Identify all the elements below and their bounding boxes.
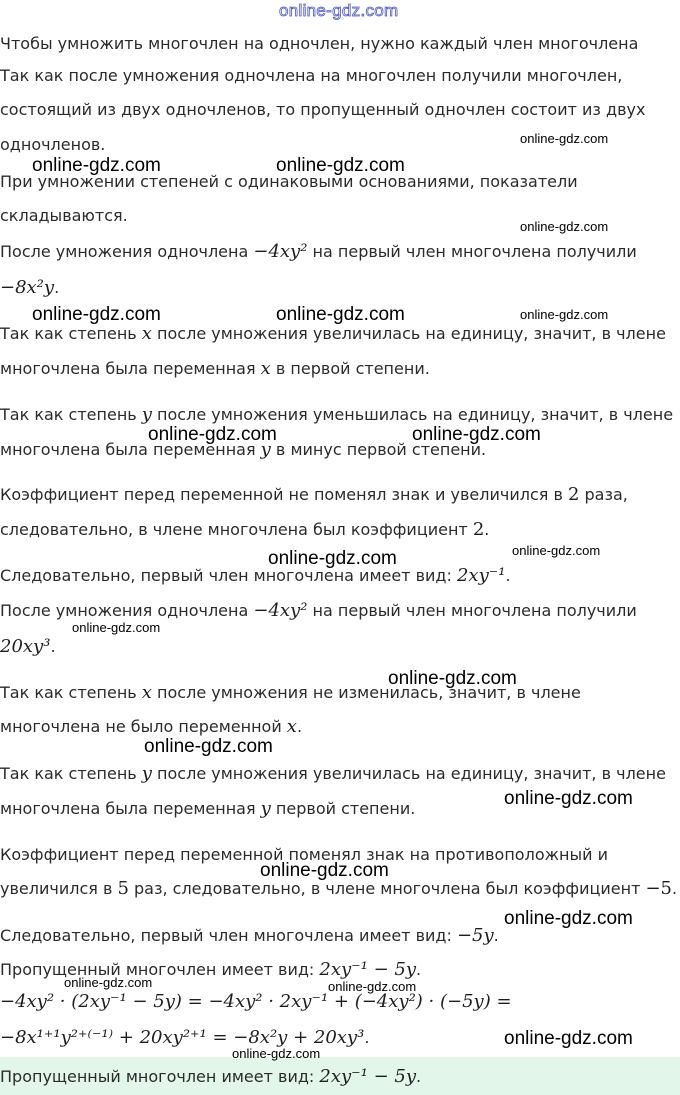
watermark: online-gdz.com xyxy=(388,668,517,689)
math-expression: 5 xyxy=(117,878,129,899)
watermark: online-gdz.com xyxy=(276,155,405,176)
watermark: online-gdz.com xyxy=(148,424,277,445)
math-expression: −5y xyxy=(456,925,494,946)
solution-line: После умножения одночлена −4xy² на первый член многочлена получили xyxy=(0,600,637,621)
math-expression: −5 xyxy=(645,878,673,899)
watermark: online-gdz.com xyxy=(412,424,541,445)
solution-line: одночленов. xyxy=(0,135,106,154)
math-expression: 2 xyxy=(567,484,580,505)
watermark: online-gdz.com xyxy=(64,975,153,990)
equation-line xyxy=(0,992,680,1012)
solution-line: увеличился в 5 раз, следовательно, в члене многочлена был коэффициент −5. xyxy=(0,878,678,899)
solution-line: Так как после умножения одночлена на многочлен получили многочлен, xyxy=(0,66,623,85)
watermark: online-gdz.com xyxy=(504,788,633,809)
math-expression: x xyxy=(141,682,152,703)
solution-line: Следовательно, первый член многочлена имеет вид: −5y. xyxy=(0,925,499,946)
watermark: online-gdz.com xyxy=(520,131,609,146)
solution-line: Коэффициент перед переменной не поменял знак и увеличился в 2 раза, xyxy=(0,484,628,505)
solution-line: Так как степень x после умножения не изменилась, значит, в члене xyxy=(0,682,581,703)
solution-line: многочлена была переменная y в минус первой степени. xyxy=(0,439,487,460)
solution-line: −8x²y. xyxy=(0,277,60,298)
solution-line: многочлена была переменная y первой степени. xyxy=(0,798,416,819)
solution-line: Так как степень y после умножения уменьшилась на единицу, значит, в члене xyxy=(0,404,674,425)
watermark: online-gdz.com xyxy=(268,548,397,569)
answer-line: Пропущенный многочлен имеет вид: 2xy⁻¹ − 5y. xyxy=(0,1066,422,1087)
watermark-top: online-gdz.com xyxy=(279,1,399,20)
solution-line: следовательно, в члене многочлена был коэффициент 2. xyxy=(0,519,490,540)
solution-line: Коэффициент перед переменной поменял знак на противоположный и xyxy=(0,845,608,864)
math-expression: y xyxy=(141,404,152,425)
solution-line: многочлена была переменная x в первой степени. xyxy=(0,358,430,379)
watermark: online-gdz.com xyxy=(276,304,405,325)
watermark: online-gdz.com xyxy=(232,1046,321,1061)
math-expression: x xyxy=(260,358,271,379)
watermark: online-gdz.com xyxy=(504,908,633,929)
math-expression: y xyxy=(141,763,152,784)
math-expression: 2xy⁻¹ − 5y xyxy=(319,959,417,980)
watermark: online-gdz.com xyxy=(520,219,609,234)
watermark: online-gdz.com xyxy=(504,1028,633,1049)
math-expression: y xyxy=(260,798,271,819)
solution-line: многочлена не было переменной x. xyxy=(0,716,303,737)
math-expression: −8x²y xyxy=(0,277,55,298)
solution-line: При умножении степеней с одинаковыми основаниями, показатели xyxy=(0,172,578,191)
math-expression: −4xy² · (2xy⁻¹ − 5y) = −4xy² · 2xy⁻¹ + (−4xy²) · (−5y) = xyxy=(0,991,512,1012)
solution-line: 20xy³. xyxy=(0,636,56,657)
solution-line: состоящий из двух одночленов, то пропущенный одночлен состоит из двух xyxy=(0,100,646,119)
solution-line: складываются. xyxy=(0,206,128,225)
watermark: online-gdz.com xyxy=(512,543,601,558)
solution-line: Так как степень x после умножения увеличилась на единицу, значит, в члене xyxy=(0,323,666,344)
math-expression: −4xy² xyxy=(253,241,308,262)
math-expression: 20xy³ xyxy=(0,636,51,657)
watermark: online-gdz.com xyxy=(72,620,161,635)
math-expression: y xyxy=(260,439,271,460)
watermark: online-gdz.com xyxy=(328,979,417,994)
watermark: online-gdz.com xyxy=(32,304,161,325)
solution-line: Пропущенный многочлен имеет вид: 2xy⁻¹ − 5y. xyxy=(0,959,422,980)
solution-line: После умножения одночлена −4xy² на первый член многочлена получили xyxy=(0,241,637,262)
solution-line: Следовательно, первый член многочлена имеет вид: 2xy⁻¹. xyxy=(0,565,511,586)
watermark: online-gdz.com xyxy=(32,155,161,176)
watermark: online-gdz.com xyxy=(260,860,389,881)
solution-line: Так как степень y после умножения увеличилась на единицу, значит, в члене xyxy=(0,763,666,784)
math-expression: 2 xyxy=(472,519,485,540)
math-expression: 2xy⁻¹ xyxy=(456,565,506,586)
math-expression: −4xy² xyxy=(253,600,308,621)
math-expression: x xyxy=(141,323,152,344)
equation-line: −8x¹⁺¹y²⁺⁽⁻¹⁾ + 20xy²⁺¹ = −8x²y + 20xy³. xyxy=(0,1027,370,1048)
solution-line: Чтобы умножить многочлен на одночлен, нужно каждый член многочлена xyxy=(0,34,639,53)
math-expression: −8x¹⁺¹y²⁺⁽⁻¹⁾ + 20xy²⁺¹ = −8x²y + 20xy³ xyxy=(0,1027,365,1048)
watermark: online-gdz.com xyxy=(144,736,273,757)
watermark: online-gdz.com xyxy=(520,307,609,322)
math-expression: 2xy⁻¹ − 5y xyxy=(319,1066,417,1087)
math-expression: x xyxy=(286,716,297,737)
